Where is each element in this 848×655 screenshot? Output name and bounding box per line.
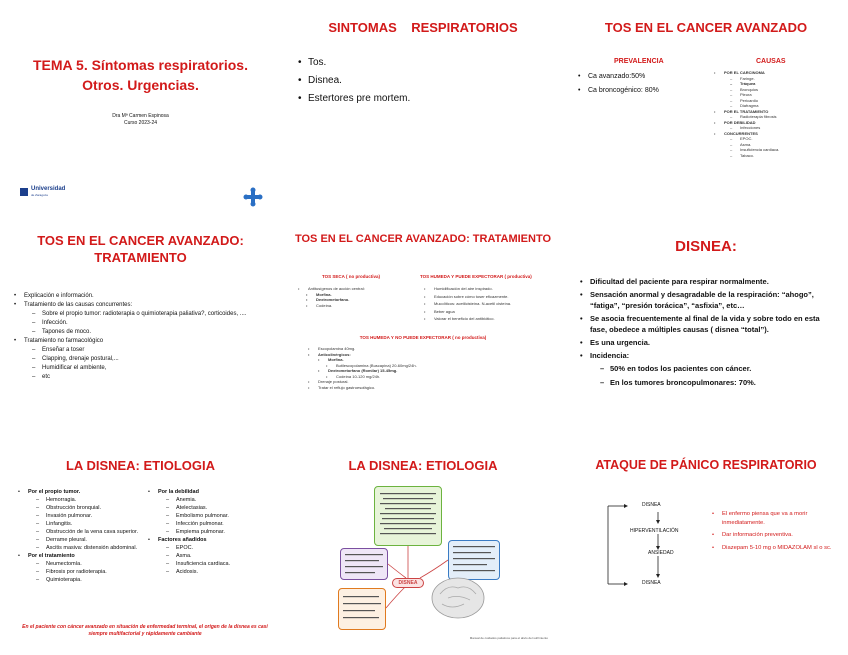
list-item: – Tapones de moco.	[32, 328, 269, 337]
prevalence-list	[578, 70, 659, 98]
productive-cough-list	[424, 286, 554, 322]
list-item: • Por el propio tumor. – Hemorragia. – Obstrucción bronquial. – Invasión pulmonar. – Linfangitis. – Obstrucción de la vena cava superior. – Derrame pleural. – Ascitis masiva: distensión abdominal.	[18, 488, 143, 552]
university-logo-subtext: de Zaragoza	[31, 193, 48, 197]
list-item: – etc	[32, 373, 269, 382]
list-item: • Tos.	[298, 54, 410, 72]
list-item: – Infección pulmonar.	[166, 520, 273, 528]
list-item: – Asma.	[730, 142, 839, 148]
slide-1-course: Curso 2023-24	[123, 120, 158, 126]
list-item: • Se asocia frecuentemente al final de la vida y sobre todo en esta fase, obedece a múltiples causas ( disnea “total”).	[580, 313, 838, 335]
list-item: • Codeína 10-120 mg/24h.	[326, 374, 548, 380]
university-crest-icon	[20, 188, 28, 196]
list-item: • Antitusígenos de acción central:	[298, 286, 408, 292]
list-item: • El enfermo piensa que va a morir inmediatamente.	[712, 510, 840, 527]
list-item: – Enseñar a toser	[32, 346, 269, 355]
etiology-left-list	[18, 488, 143, 584]
slide-2-title: SINTOMAS RESPIRATORIOS	[328, 20, 518, 35]
causes-heading: CAUSAS	[756, 58, 786, 65]
cause-group: • POR EL TRATAMIENTO – Radioterapia fibrosis	[714, 109, 839, 120]
slide-8[interactable]	[288, 438, 558, 648]
nonproductive-cough-list	[308, 346, 548, 390]
university-logo	[20, 186, 65, 197]
list-item: • Humidificación del aire inspirado.	[424, 286, 554, 292]
slide-9[interactable]	[570, 438, 842, 648]
list-item: – Sobre el propio tumor: radioterapia o quimioterapia paliativa?, corticoides, ....	[32, 310, 269, 319]
list-item: – EPOC.	[730, 136, 839, 142]
panic-list	[712, 510, 840, 552]
list-item: – Embolismo pulmonar.	[166, 512, 273, 520]
list-item: • Por la debilidad – Anemia. – Atelectasias. – Embolismo pulmonar. – Infección pulmonar. – Empiema pulmonar.	[148, 488, 273, 536]
cross-emblem-icon	[242, 186, 264, 208]
slide-7-title: LA DISNEA: ETIOLOGIA	[65, 458, 216, 473]
list-item: – Radioterapia fibrosis	[730, 114, 839, 120]
list-item: – EPOC.	[166, 544, 273, 552]
list-item: – En los tumores broncopulmonares: 70%.	[600, 377, 838, 388]
slide-6-list	[580, 276, 838, 388]
list-item: – Humidificar el ambiente,	[32, 364, 269, 373]
list-item: – Faringe.	[730, 76, 839, 82]
list-item: – Infecciones	[730, 125, 839, 131]
flow-step: HIPERVENTILACIÓN	[630, 528, 679, 534]
list-item: • Sensación anormal y desagradable de la respiración: “ahogo”, “fatiga”, “presión torácica”, “asfixia”, etc…	[580, 289, 838, 311]
list-item: – Tabaco.	[730, 153, 839, 159]
slide-1[interactable]	[8, 10, 273, 210]
list-item: • Es una urgencia.	[580, 337, 838, 348]
list-item: – Obstrucción bronquial.	[36, 504, 143, 512]
slide-6-title: DISNEA:	[675, 238, 737, 255]
list-item: – Derrame pleural.	[36, 536, 143, 544]
list-item: • Incidencia: – 50% en todos los pacientes con cáncer. – En los tumores broncopulmonares: 70%.	[580, 350, 838, 388]
dry-cough-heading: TOS SECA ( no productiva)	[322, 274, 381, 279]
list-item: – Tráquea	[730, 81, 839, 87]
etiology-diagram	[288, 438, 558, 648]
list-item: • Escopolamina 40mg.	[308, 346, 548, 352]
list-item: – Obstrucción de la vena cava superior.	[36, 528, 143, 536]
list-item: – Quimioterapia.	[36, 576, 143, 584]
cause-group: • CONCURRENTES – EPOC. – Asma. – Insuficiencia cardiaca. – Tabaco.	[714, 131, 839, 159]
panic-flow-diagram	[598, 500, 698, 590]
diagram-caption: Manual de cuidados paliativos para el alivio del sufrimiento	[469, 636, 548, 640]
slide-3[interactable]	[570, 10, 842, 210]
list-item: – Asma.	[166, 552, 273, 560]
list-item: – Insuficiencia cardiaca.	[730, 147, 839, 153]
slide-1-author: Dra Mª Carmen Espinosa	[112, 113, 169, 119]
list-item: – Ascitis masiva: distensión abdominal.	[36, 544, 143, 552]
list-item: – Invasión pulmonar.	[36, 512, 143, 520]
list-item: – Pericardio	[730, 98, 839, 104]
list-item: • Morfina.	[318, 357, 548, 363]
slide-5[interactable]	[288, 222, 558, 422]
list-item: – Acidosis.	[166, 568, 273, 576]
dry-cough-list	[298, 286, 408, 308]
slide-4[interactable]	[8, 222, 273, 422]
list-item: • Anticolinérgicos:	[308, 352, 548, 358]
flow-step: DISNEA	[642, 502, 661, 508]
flow-step: ANSIEDAD	[648, 550, 674, 556]
list-item: – Fibrosis por radioterapia.	[36, 568, 143, 576]
productive-cough-heading: TOS HUMEDA Y PUEDE EXPECTORAR ( productiva)	[420, 274, 532, 279]
list-item: – Anemia.	[166, 496, 273, 504]
slide-1-title: TEMA 5. Síntomas respiratorios. Otros. Urgencias.	[33, 57, 248, 93]
university-logo-text: Universidad	[31, 186, 66, 192]
list-item: – Atelectasias.	[166, 504, 273, 512]
list-item: • Butilescopolamina (Buscapina) 20-60mg/24h.	[326, 363, 548, 369]
prevalence-heading: PREVALENCIA	[614, 58, 664, 65]
list-item: • Explicación e información.	[14, 292, 269, 301]
flow-step: DISNEA	[642, 580, 661, 586]
slide-7[interactable]	[8, 438, 278, 648]
list-item: • Dextrometorfano (Romilar) 15-45mg.	[318, 368, 548, 374]
list-item: • Por el tratamiento – Neumectomía. – Fibrosis por radioterapia. – Quimioterapia.	[18, 552, 143, 584]
etiology-right-list	[148, 488, 273, 576]
slide-5-title: TOS EN EL CANCER AVANZADO: TRATAMIENTO	[294, 233, 552, 245]
slide-2[interactable]	[288, 10, 558, 210]
list-item: – Insuficiencia cardiaca.	[166, 560, 273, 568]
slide-2-list	[298, 54, 410, 108]
list-item: – 50% en todos los pacientes con cáncer.	[600, 363, 838, 374]
slide-9-title: ATAQUE DE PÁNICO RESPIRATORIO	[595, 458, 817, 472]
list-item: • Ca avanzado:50%	[578, 70, 659, 84]
slide-3-title: TOS EN EL CANCER AVANZADO	[604, 20, 808, 35]
cause-group: • POR EL CARCINOMA – Faringe. – Tráquea – Bronquios – Pleura – Pericardio – Diafragma	[714, 70, 839, 109]
list-item: – Bronquios	[730, 87, 839, 93]
list-item: • Ca broncogénico: 80%	[578, 84, 659, 98]
list-item: • Tratamiento no farmacológico – Enseñar a toser – Clapping, drenaje postural,... – Humidificar el ambiente, – etc	[14, 337, 269, 382]
list-item: – Neumectomía.	[36, 560, 143, 568]
list-item: • Dextrometorfano.	[306, 297, 408, 303]
list-item: • Valorar el beneficio del antibiótico.	[424, 316, 554, 322]
list-item: – Clapping, drenaje postural,...	[32, 355, 269, 364]
nonproductive-cough-heading: TOS HUMEDA Y NO PUEDE EXPECTORAR ( no productiva)	[359, 335, 487, 340]
list-item: • Educación sobre cómo toser eficazmente.	[424, 294, 554, 300]
slide-4-list	[14, 292, 269, 382]
list-item: • Dificultad del paciente para respirar normalmente.	[580, 276, 838, 287]
list-item: • Tratar el reflujo gastroesofágico.	[308, 385, 548, 391]
list-item: • Morfina.	[306, 292, 408, 298]
etiology-note: En el paciente con cáncer avanzado en situación de enfermedad terminal, el origen de la disnea es casi siempre multifactorial y rápidamente cambiante	[22, 624, 268, 637]
list-item: • Dar información preventiva.	[712, 531, 840, 540]
list-item: • Estertores pre mortem.	[298, 90, 410, 108]
list-item: – Linfangitis.	[36, 520, 143, 528]
slide-8-title: LA DISNEA: ETIOLOGIA	[348, 458, 498, 473]
list-item: – Infección.	[32, 319, 269, 328]
list-item: • Codeína.	[306, 303, 408, 309]
list-item: – Empiema pulmonar.	[166, 528, 273, 536]
list-item: • Diazepam 5-10 mg o MIDAZOLAM sl o sc.	[712, 544, 840, 553]
list-item: • Mucolíticos: acetilcisteína. N-acetil cisteína.	[424, 301, 554, 307]
list-item: • Beber agua	[424, 309, 554, 315]
brain-icon	[432, 578, 484, 618]
disnea-label: DISNEA	[392, 578, 424, 588]
list-item: – Diafragma	[730, 103, 839, 109]
list-item: • Disnea.	[298, 72, 410, 90]
causes-list	[714, 70, 839, 158]
list-item: • Tratamiento de las causas concurrentes: – Sobre el propio tumor: radioterapia o quimioterapia paliativa?, corticoides, .... – Infección. – Tapones de moco.	[14, 301, 269, 337]
list-item: • Drenaje postural.	[308, 379, 548, 385]
slide-4-title: TOS EN EL CANCER AVANZADO: TRATAMIENTO	[37, 233, 244, 265]
slide-6[interactable]	[570, 222, 842, 422]
cause-group: • POR DEBILIDAD – Infecciones	[714, 120, 839, 131]
list-item: – Pleura	[730, 92, 839, 98]
list-item: • Factores añadidos – EPOC. – Asma. – Insuficiencia cardiaca. – Acidosis.	[148, 536, 273, 576]
list-item: – Hemorragia.	[36, 496, 143, 504]
